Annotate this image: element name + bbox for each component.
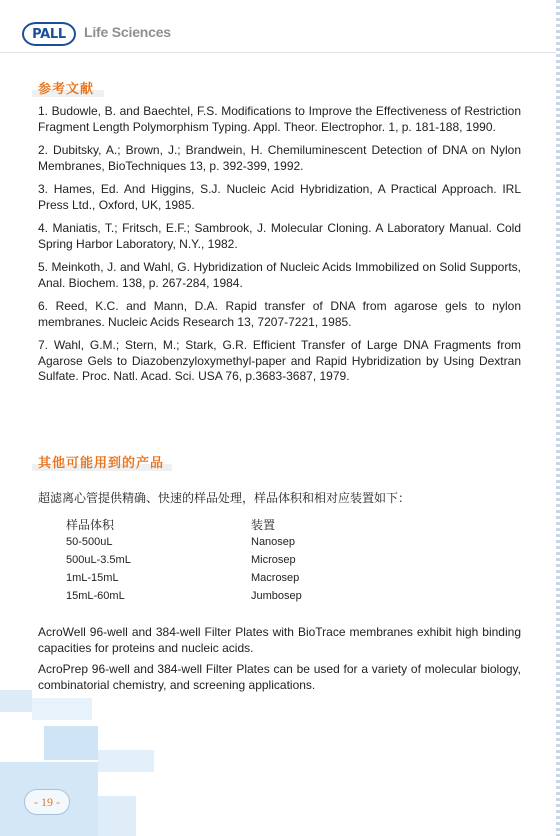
table-row xyxy=(66,572,366,590)
page-edge-decoration xyxy=(556,0,560,836)
logo-text: PALL xyxy=(32,26,66,42)
decorative-block xyxy=(98,750,154,772)
products-intro: 超滤离心管提供精确、快速的样品处理，样品体积和相对应装置如下： xyxy=(38,491,411,505)
brand-name: Life Sciences xyxy=(84,24,171,40)
products-heading xyxy=(38,452,164,471)
reference-item: 3. Hames, Ed. And Higgins, S.J. Nucleic Acid Hybridization, A Practical Approach. IRL Press Ltd., Oxford, UK, 1985. xyxy=(38,182,521,212)
table-row xyxy=(66,554,366,572)
device-cell: Jumbosep xyxy=(251,590,302,602)
product-paragraph: AcroWell 96-well and 384-well Filter Plates with BioTrace membranes exhibit high binding capacities for proteins and nucleic acids. xyxy=(38,625,521,655)
device-cell: Microsep xyxy=(251,554,296,566)
device-cell: Nanosep xyxy=(251,536,296,548)
reference-list xyxy=(38,104,521,393)
decorative-block xyxy=(98,796,136,836)
reference-item: 6. Reed, K.C. and Mann, D.A. Rapid transfer of DNA from agarose gels to nylon membranes. Nucleic Acids Research 13, 7207-7221, 1985. xyxy=(38,299,521,329)
pall-logo xyxy=(22,22,76,46)
references-heading xyxy=(38,78,94,97)
decorative-block xyxy=(0,690,32,712)
decorative-block xyxy=(32,698,92,720)
table-header-row xyxy=(66,516,366,536)
page-number: - 19 - xyxy=(24,789,70,815)
reference-item: 2. Dubitsky, A.; Brown, J.; Brandwein, H. Chemiluminescent Detection of DNA on Nylon Membranes, BioTechniques 13, p. 392-399, 1992. xyxy=(38,143,521,173)
reference-item: 4. Maniatis, T.; Fritsch, E.F.; Sambrook, J. Molecular Cloning. A Laboratory Manual. Cold Spring Harbor Laboratory, N.Y., 1982. xyxy=(38,221,521,251)
table-row xyxy=(66,536,366,554)
reference-item: 5. Meinkoth, J. and Wahl, G. Hybridization of Nucleic Acids Immobilized on Solid Supports, Anal. Biochem. 138, p. 267-284, 1984. xyxy=(38,260,521,290)
products-heading-text: 其他可能用到的产品 xyxy=(38,456,165,471)
volume-cell: 1mL-15mL xyxy=(66,572,119,584)
header-divider xyxy=(0,52,560,53)
volume-cell: 15mL-60mL xyxy=(66,590,125,602)
device-cell: Macrosep xyxy=(251,572,300,584)
references-heading-text: 参考文献 xyxy=(38,82,95,97)
device-volume-table xyxy=(66,516,366,608)
product-paragraph: AcroPrep 96-well and 384-well Filter Plates can be used for a variety of molecular biology, combinatorial chemistry, and screening applications. xyxy=(38,662,521,692)
product-descriptions xyxy=(38,625,521,699)
reference-item: 7. Wahl, G.M.; Stern, M.; Stark, G.R. Efficient Transfer of Large DNA Fragments from Agarose Gels to Diazobenzyloxymethyl-paper and Rapid Hybridization by Using Dextran Sulfate. Proc. Natl. Acad. Sci. USA 76, p.3683-3687, 1979. xyxy=(38,338,521,383)
page-header xyxy=(0,0,560,52)
column-header-device: 装置 xyxy=(251,518,276,532)
volume-cell: 50-500uL xyxy=(66,536,113,548)
column-header-volume: 样品体积 xyxy=(66,518,115,532)
table-row xyxy=(66,590,366,608)
volume-cell: 500uL-3.5mL xyxy=(66,554,131,566)
reference-item: 1. Budowle, B. and Baechtel, F.S. Modifications to Improve the Effectiveness of Restriction Fragment Length Polymorphism Typing. Appl. Theor. Electrophor. 1, p. 181-188, 1990. xyxy=(38,104,521,134)
decorative-block xyxy=(44,726,98,760)
